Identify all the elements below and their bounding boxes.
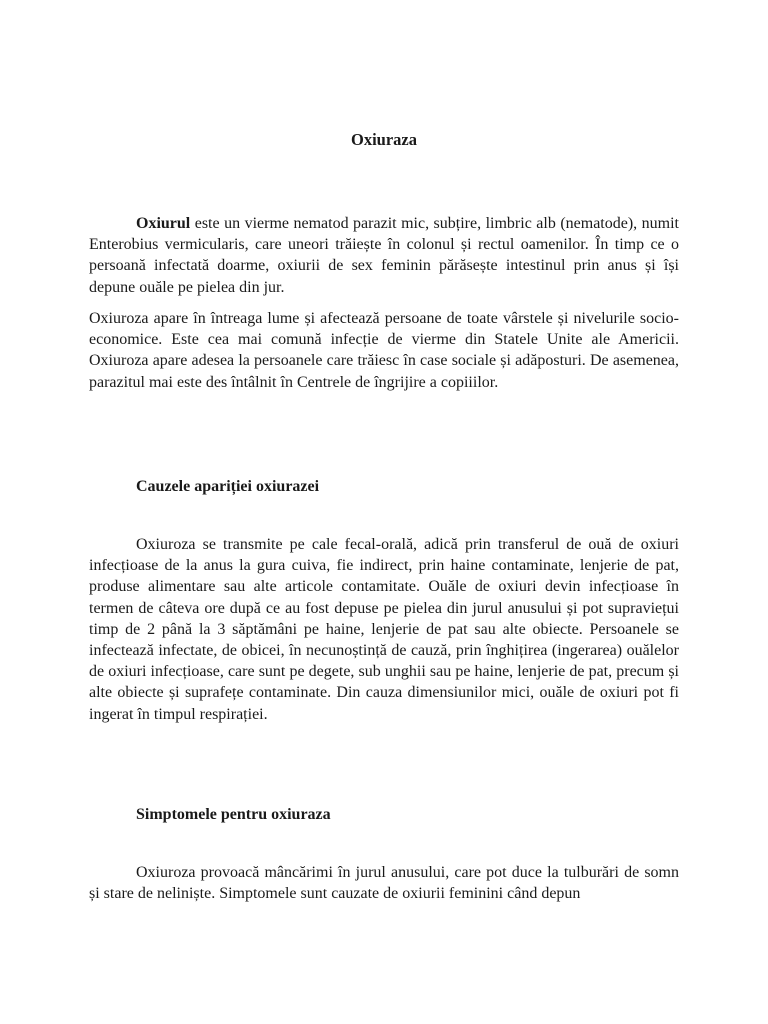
- paragraph-causes: Oxiuroza se transmite pe cale fecal-orală, adică prin transferul de ouă de oxiuri infecțioase de la anus la gura cuiva, fie indirect, prin haine contaminate, lenjerie de pat, produse alimentare sau alte articole contamitate. Ouăle de oxiuri devin infecțioase în termen de câteva ore după ce au fost depuse pe pielea din jurul anusului și pot supraviețui timp de 2 până la 3 săptămâni pe haine, lenjerie de pat sau alte obiecte. Persoanele se infectează infectate, de obicei, în necunoștință de cauză, prin înghițirea (ingerarea) ouălelor de oxiuri infecțioase, care sunt pe degete, sub unghii sau pe haine, lenjerie de pat, precum și alte obiecte și suprafețe contaminate. Din cauza dimensiunilor mici, ouăle de oxiuri pot fi ingerat în timpul respirației.: [89, 536, 679, 723]
- document-title: Oxiuraza: [351, 130, 417, 149]
- paragraph-symptoms: Oxiuroza provoacă mâncărimi în jurul anusului, care pot duce la tulburări de somn și stare de neliniște. Simptomele sunt cauzate de oxiurii feminini când depun: [89, 864, 679, 903]
- paragraph-prevalence: Oxiuroza apare în întreaga lume și afectează persoane de toate vârstele și nivelurile socio-economice. Este cea mai comună infecție de vierme din Statele Unite ale Americii. Oxiuroza apare adesea la persoanele care trăiesc în case sociale și adăposturi. De asemenea, parazitul mai este des întâlnit în Centrele de îngrijire a copiiilor.: [89, 310, 679, 391]
- intro-text: este un vierme nematod parazit mic, subțire, limbric alb (nematode), numit Enterobius vermicularis, care uneori trăiește în colonul și rectul oamenilor. În timp ce o persoană infectată doarme, oxiurii de sex feminin părăsește intestinul prin anus și își depune ouăle pe pielea din jur.: [89, 215, 679, 296]
- intro-lead-term: Oxiurul: [136, 215, 191, 232]
- section-heading-symptoms: Simptomele pentru oxiuraza: [136, 806, 331, 823]
- section-heading-causes: Cauzele apariției oxiurazei: [136, 478, 320, 495]
- paragraph-intro: [89, 213, 679, 298]
